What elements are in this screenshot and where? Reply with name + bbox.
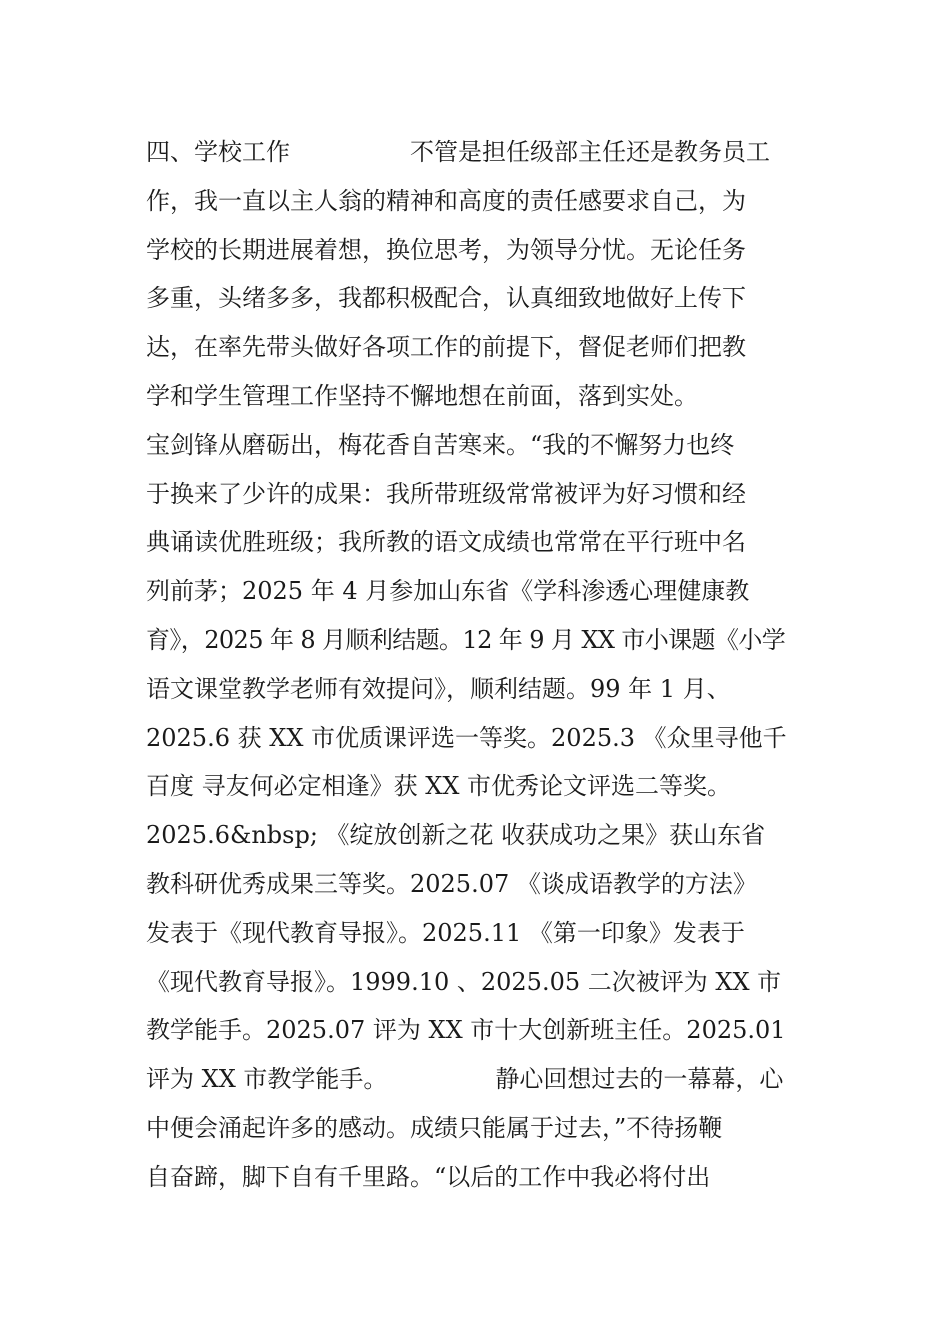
text-line: 评为 XX 市教学能手。 静心回想过去的一幕幕，心 — [146, 1065, 784, 1094]
text-line: 四、学校工作 不管是担任级部主任还是教务员工 — [146, 138, 770, 166]
text-line: 教学能手。2025.07 评为 XX 市十大创新班主任。2025.01 — [146, 1016, 786, 1045]
text-line: 多重，头绪多多，我都积极配合，认真细致地做好上传下 — [146, 284, 746, 313]
text-line: 列前茅；2025 年 4 月参加山东省《学科渗透心理健康教 — [146, 577, 750, 606]
text-line: 达，在率先带头做好各项工作的前提下，督促老师们把教 — [146, 333, 746, 362]
text-line: 发表于《现代教育导报》。2025.11 《第一印象》发表于 — [146, 918, 745, 947]
text-line: 语文课堂教学老师有效提问》，顺利结题。99 年 1 月、 — [146, 674, 731, 703]
text-line: 自奋蹄，脚下自有千里路。“以后的工作中我必将付出 — [146, 1162, 711, 1191]
body-text — [146, 128, 826, 1202]
text-line: 2025.6&nbsp; 《绽放创新之花 收获成功之果》获山东省 — [146, 821, 766, 850]
text-line: 典诵读优胜班级；我所教的语文成绩也常常在平行班中名 — [146, 528, 746, 557]
text-line: 中便会涌起许多的感动。成绩只能属于过去，”不待扬鞭 — [146, 1113, 723, 1142]
text-line: 宝剑锋从磨砺出，梅花香自苦寒来。“我的不懈努力也终 — [146, 430, 735, 459]
text-line: 《现代教育导报》。1999.10 、2025.05 二次被评为 XX 市 — [146, 967, 782, 996]
text-line: 教科研优秀成果三等奖。2025.07 《谈成语教学的方法》 — [146, 869, 757, 898]
text-line: 作，我一直以主人翁的精神和高度的责任感要求自己，为 — [146, 186, 746, 215]
text-line: 于换来了少许的成果：我所带班级常常被评为好习惯和经 — [146, 479, 746, 508]
text-line: 育》，2025 年 8 月顺利结题。12 年 9 月 XX 市小课题《小学 — [146, 625, 786, 654]
text-line: 2025.6 获 XX 市优质课评选一等奖。2025.3 《众里寻他千 — [146, 723, 787, 752]
text-line: 学和学生管理工作坚持不懈地想在前面，落到实处。 — [146, 381, 698, 410]
text-line: 百度 寻友何必定相逢》获 XX 市优秀论文评选二等奖。 — [146, 772, 732, 801]
text-line: 学校的长期进展着想，换位思考，为领导分忧。无论任务 — [146, 235, 746, 264]
